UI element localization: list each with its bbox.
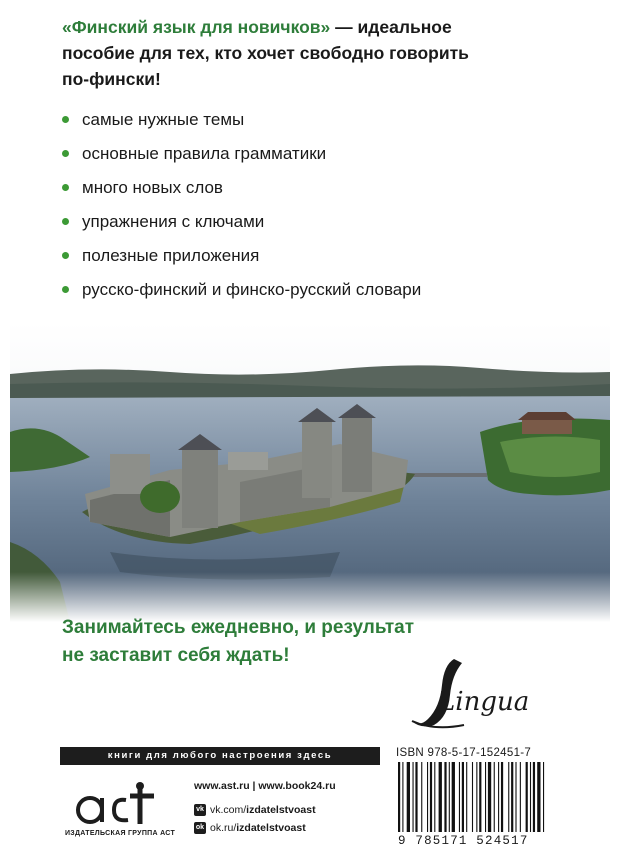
intro-line1-rest: — идеальное [330, 17, 452, 37]
ok-handle: izdatelstvoast [236, 822, 306, 834]
vk-handle: izdatelstvoast [246, 804, 316, 816]
bullet-icon [62, 150, 69, 157]
castle-photo [10, 322, 610, 622]
feature-label: основные правила грамматики [82, 144, 327, 163]
barcode-digits: 9 785171 524517 [398, 834, 529, 848]
vk-icon: vk [194, 804, 206, 816]
ok-prefix: ok.ru/ [210, 822, 237, 834]
cta-line1: Занимайтесь ежедневно, и результат [62, 617, 415, 638]
feature-label: русско-финский и финско-русский словари [82, 280, 422, 299]
barcode-icon [396, 762, 604, 836]
lingua-text: Lingua [438, 687, 530, 717]
intro-line3: по-фински! [62, 69, 161, 89]
ok-icon: ok [194, 822, 206, 834]
cta-line2: не заставит себя ждать! [62, 645, 290, 666]
bullet-icon [62, 252, 69, 259]
feature-item [62, 137, 421, 171]
ast-logo-icon [74, 780, 160, 826]
publisher-footer [60, 772, 380, 852]
tagline-banner: книги для любого настроения здесь [60, 747, 380, 765]
feature-list [62, 103, 421, 307]
feature-item [62, 239, 421, 273]
book-title-quote: «Финский язык для новичков» [62, 17, 331, 37]
intro-line2: пособие для тех, кто хочет свободно говорить [62, 43, 469, 63]
bullet-icon [62, 218, 69, 225]
feature-label: упражнения с ключами [82, 212, 265, 231]
bullet-icon [62, 116, 69, 123]
isbn-label: ISBN 978-5-17-152451-7 [396, 747, 532, 759]
bullet-icon [62, 286, 69, 293]
feature-label: полезные приложения [82, 246, 260, 265]
feature-item [62, 103, 421, 137]
ok-link[interactable] [194, 820, 336, 836]
website-links[interactable]: www.ast.ru | www.book24.ru [194, 780, 336, 792]
publisher-links [194, 780, 336, 836]
vk-prefix: vk.com/ [210, 804, 247, 816]
feature-item [62, 273, 421, 307]
feature-label: много новых слов [82, 178, 223, 197]
feature-label: самые нужные темы [82, 110, 245, 129]
feature-item [62, 171, 421, 205]
intro-text [62, 14, 582, 92]
publisher-group-label: ИЗДАТЕЛЬСКАЯ ГРУППА АСТ [64, 830, 176, 837]
bullet-icon [62, 184, 69, 191]
feature-item [62, 205, 421, 239]
lingua-series-logo [404, 655, 554, 735]
vk-link[interactable] [194, 802, 336, 818]
